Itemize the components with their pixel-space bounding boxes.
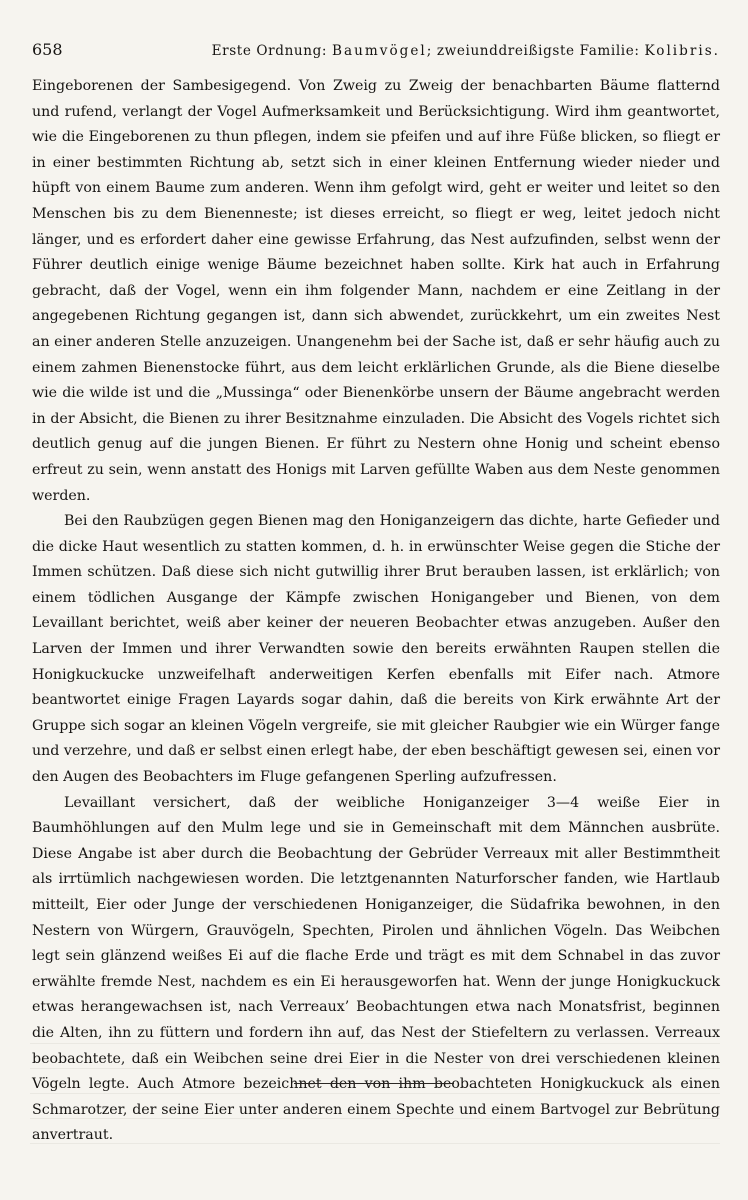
running-head-middle: ; zweiunddreißigste Familie: xyxy=(426,43,645,59)
page-number: 658 xyxy=(32,40,63,59)
paragraph: Levaillant versichert, daß der weibliche Honiganzeiger 3—4 weiße Eier in Baumhöhlungen auf den Mulm lege und sie in Gemeinschaft mit dem Männchen ausbrüte. Diese Angabe ist aber durch die Beobachtung der Gebrüder Verreaux mit aller Bestimmtheit als irrtümlich nachgewiesen worden. Die letztgenannten Naturforscher fanden, wie Hartlaub mitteilt, Eier oder Junge der verschiedenen Honiganzeiger, die Südafrika bewohnen, in den Nestern von Würgern, Grauvögeln, Spechten, Pirolen und ähnlichen Vögeln. Das Weibchen legt sein glänzend weißes Ei auf die flache Erde und trägt es mit dem Schnabel in das zuvor erwählte fremde Nest, nachdem es ein Ei herausgeworfen hat. Wenn der junge Honigkuckuck etwas herangewachsen ist, nach Verreaux’ Beobachtungen etwa nach Monatsfrist, beginnen die Alten, ihn zu füttern und fordern ihn auf, das Nest der Stiefeltern zu verlassen. Verreaux beobachtete, daß ein Weibchen seine drei Eier in die Nester von drei verschiedenen kleinen Vögeln legte. Auch Atmore bezeichnet den von ihm beobachteten Honigkuckuck als einen Schmarotzer, der seine Eier unter anderen einem Spechte und einem Bartvogel zur Bebrütung anvertraut. xyxy=(32,794,720,1144)
running-head-order: Baumvögel xyxy=(332,43,427,59)
body-text xyxy=(32,74,720,1149)
show-through-shadow xyxy=(30,1030,720,1160)
running-head-family: Kolibris. xyxy=(644,43,720,59)
paragraph: Bei den Raubzügen gegen Bienen mag den Honiganzeigern das dichte, harte Gefieder und die dicke Haut wesentlich zu statten kommen, d. h. in erwünschter Weise gegen die Stiche der Immen schützen. Daß diese sich nicht gutwillig ihrer Brut berauben lassen, ist erklärlich; von einem tödlichen Ausgange der Kämpfe zwischen Honigangeber und Bienen, von dem Levaillant berichtet, weiß aber keiner der neueren Beobachter etwas anzugeben. Außer den Larven der Immen und ihrer Verwandten sowie den bereits erwähnten Raupen stellen die Honigkuckucke unzweifelhaft anderweitigen Kerfen ebenfalls mit Eifer nach. Atmore beantwortet einige Fragen Layards sogar dahin, daß die bereits von Kirk erwähnte Art der Gruppe sich sogar an kleinen Vögeln vergreife, sie mit gleicher Raubgier wie ein Würger fange und verzehre, und daß er selbst einen erlegt habe, der eben beschäftigt gewesen sei, einen vor den Augen des Beobachters im Fluge gefangenen Sperling aufzufressen. xyxy=(32,513,720,786)
running-head xyxy=(144,41,720,61)
page-header xyxy=(32,40,720,62)
running-head-prefix: Erste Ordnung: xyxy=(211,43,333,59)
end-rule xyxy=(294,1083,454,1084)
paragraph: Eingeborenen der Sambesigegend. Von Zweig zu Zweig der benachbarten Bäume flatternd und rufend, verlangt der Vogel Aufmerksamkeit und Berücksichtigung. Wird ihm geantwortet, wie die Eingeborenen zu thun pflegen, indem sie pfeifen und auf ihre Füße blicken, so fliegt er in einer bestimmten Richtung ab, setzt sich in einer kleinen Entfernung wieder nieder und hüpft von einem Baume zum anderen. Wenn ihm gefolgt wird, geht er weiter und leitet so den Menschen bis zu dem Bienenneste; ist dieses erreicht, so fliegt er weg, leitet jedoch nicht länger, und es erfordert daher eine gewisse Erfahrung, das Nest aufzufinden, selbst wenn der Führer deutlich einige wenige Bäume bezeichnet haben sollte. Kirk hat auch in Erfahrung gebracht, daß der Vogel, wenn ein ihm folgender Mann, nachdem er eine Zeitlang in der angegebenen Richtung gegangen ist, dann sich abwendet, zurückkehrt, um ein zweites Nest an einer anderen Stelle anzuzeigen. Unangenehm bei der Sache ist, daß er sehr häufig auch zu einem zahmen Bienenstocke führt, aus dem leicht erklärlichen Grunde, als die Biene dieselbe wie die wilde ist und die „Mussinga“ oder Bienenkörbe unsern der Bäume angebracht werden in der Absicht, die Bienen zu ihrer Besitznahme einzuladen. Die Absicht des Vogels richtet sich deutlich genug auf die jungen Bienen. Er führt zu Nestern ohne Honig und scheint ebenso erfreut zu sein, wenn anstatt des Honigs mit Larven gefüllte Waben aus dem Neste genommen werden. xyxy=(32,78,720,504)
